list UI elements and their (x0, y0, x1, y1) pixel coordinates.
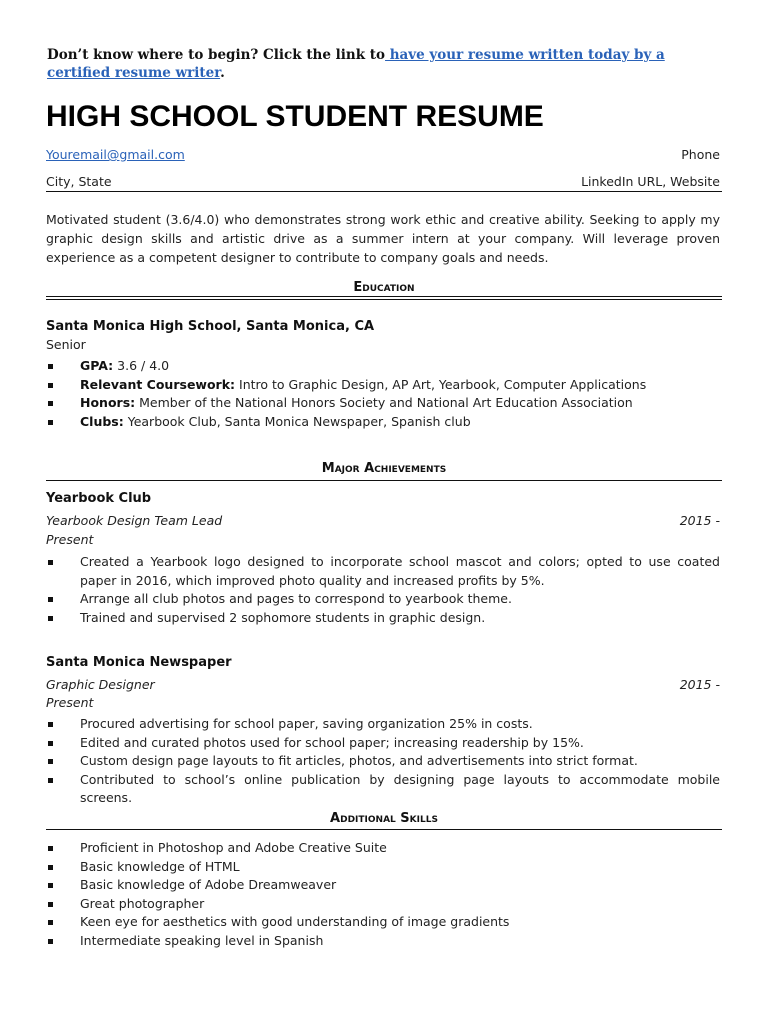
promo-banner (47, 46, 727, 82)
bullet-icon (48, 616, 53, 621)
bullet-icon (48, 383, 53, 388)
item-text: Contributed to school’s online publication by designing page layouts to accommodate mobile screens. (80, 771, 720, 805)
bullet-icon (48, 560, 53, 565)
list-item (46, 357, 720, 376)
education-list (46, 357, 720, 431)
bullet-icon (48, 920, 53, 925)
bullet-icon (48, 902, 53, 907)
item-text: Great photographer (80, 895, 205, 911)
item-text: Intermediate speaking level in Spanish (80, 932, 324, 948)
item-text: Arrange all club photos and pages to correspond to yearbook theme. (80, 591, 512, 606)
list-item (46, 876, 720, 895)
skills-list (46, 839, 720, 950)
item-text: 3.6 / 4.0 (113, 358, 170, 373)
skills-heading: Additional Skills (330, 811, 438, 826)
item-text: Trained and supervised 2 sophomore students in graphic design. (80, 609, 486, 625)
bullet-icon (48, 722, 53, 727)
bullet-icon (48, 597, 53, 602)
list-item (46, 932, 720, 951)
achievements-heading: Major Achievements (321, 461, 447, 476)
item-label: Relevant Coursework: (80, 376, 236, 392)
list-item (46, 413, 720, 432)
bullet-icon (48, 364, 53, 369)
bullet-icon (48, 420, 53, 425)
phone-text: Phone (681, 147, 720, 162)
role-title: Yearbook Design Team Lead (46, 513, 223, 528)
bullet-icon (48, 401, 53, 406)
item-text: Intro to Graphic Design, AP Art, Yearbook, Computer Applications (235, 376, 647, 392)
list-item (46, 895, 720, 914)
list-item (46, 394, 720, 413)
item-label: GPA: (80, 358, 114, 373)
list-item (46, 752, 720, 771)
item-text: Proficient in Photoshop and Adobe Creative Suite (80, 840, 387, 855)
resume-title: HIGH SCHOOL STUDENT RESUME (46, 100, 544, 133)
item-text: Edited and curated photos used for school paper; increasing readership by 15%. (80, 734, 584, 750)
bullet-icon (48, 883, 53, 888)
bullet-icon (48, 846, 53, 851)
role-row (46, 676, 720, 694)
header-divider (46, 191, 722, 192)
list-item (46, 553, 720, 590)
resume-writer-link[interactable]: have your resume written today by a certified resume writer (47, 47, 665, 81)
role-row (46, 512, 720, 530)
role-title: Graphic Designer (46, 677, 155, 692)
bullet-icon (48, 759, 53, 764)
education-heading: Education (353, 280, 415, 295)
list-item (46, 839, 720, 858)
skills-divider (46, 829, 722, 830)
promo-end: . (220, 65, 225, 81)
list-item (46, 376, 720, 395)
education-divider (46, 296, 722, 300)
org-name: Santa Monica Newspaper (46, 655, 232, 670)
role-dates: 2015 - (679, 513, 720, 528)
role-present: Present (46, 532, 94, 547)
role-dates: 2015 - (679, 677, 720, 692)
item-label: Honors: (80, 395, 136, 410)
item-text: Basic knowledge of Adobe Dreamweaver (80, 877, 337, 892)
item-text: Created a Yearbook logo designed to incorporate school mascot and colors; opted to use coated paper in 2016, which improved photo quality and increased profits by 5%. (80, 554, 720, 588)
bullet-icon (48, 865, 53, 870)
list-item (46, 771, 720, 808)
achievements-divider (46, 480, 722, 481)
item-text: Custom design page layouts to fit articles, photos, and advertisements into strict format. (80, 753, 638, 768)
item-text: Procured advertising for school paper, saving organization 25% in costs. (80, 716, 533, 731)
contact-row-2 (46, 174, 720, 190)
item-text: Member of the National Honors Society and National Art Education Association (135, 395, 633, 410)
school-level: Senior (46, 337, 86, 352)
item-label: Clubs: (80, 413, 124, 429)
bullet-icon (48, 741, 53, 746)
item-text: Keen eye for aesthetics with good understanding of image gradients (80, 914, 510, 929)
email-link[interactable]: Youremail@gmail.com (46, 147, 185, 162)
list-item (46, 858, 720, 877)
location-text: City, State (46, 174, 112, 189)
links-text: LinkedIn URL, Website (581, 174, 720, 189)
summary-paragraph: Motivated student (3.6/4.0) who demonstrates strong work ethic and creative ability. Seeking to apply my graphic design skills and artistic drive as a summer intern at your company. Will leverage proven experience as a competent designer to contribute to company goals and needs. (46, 212, 720, 265)
list-item (46, 590, 720, 609)
bullet-icon (48, 939, 53, 944)
item-text: Basic knowledge of HTML (80, 858, 240, 874)
item-text: Yearbook Club, Santa Monica Newspaper, Spanish club (123, 413, 471, 429)
yearbook-bullets (46, 553, 720, 627)
list-item (46, 609, 720, 628)
list-item (46, 715, 720, 734)
contact-row-1 (46, 147, 720, 163)
org-name: Yearbook Club (46, 491, 152, 506)
list-item (46, 913, 720, 932)
role-present: Present (46, 695, 94, 710)
newspaper-bullets (46, 715, 720, 808)
bullet-icon (48, 778, 53, 783)
school-name: Santa Monica High School, Santa Monica, CA (46, 319, 375, 334)
list-item (46, 734, 720, 753)
promo-lead: Don’t know where to begin? Click the link to (47, 47, 386, 63)
